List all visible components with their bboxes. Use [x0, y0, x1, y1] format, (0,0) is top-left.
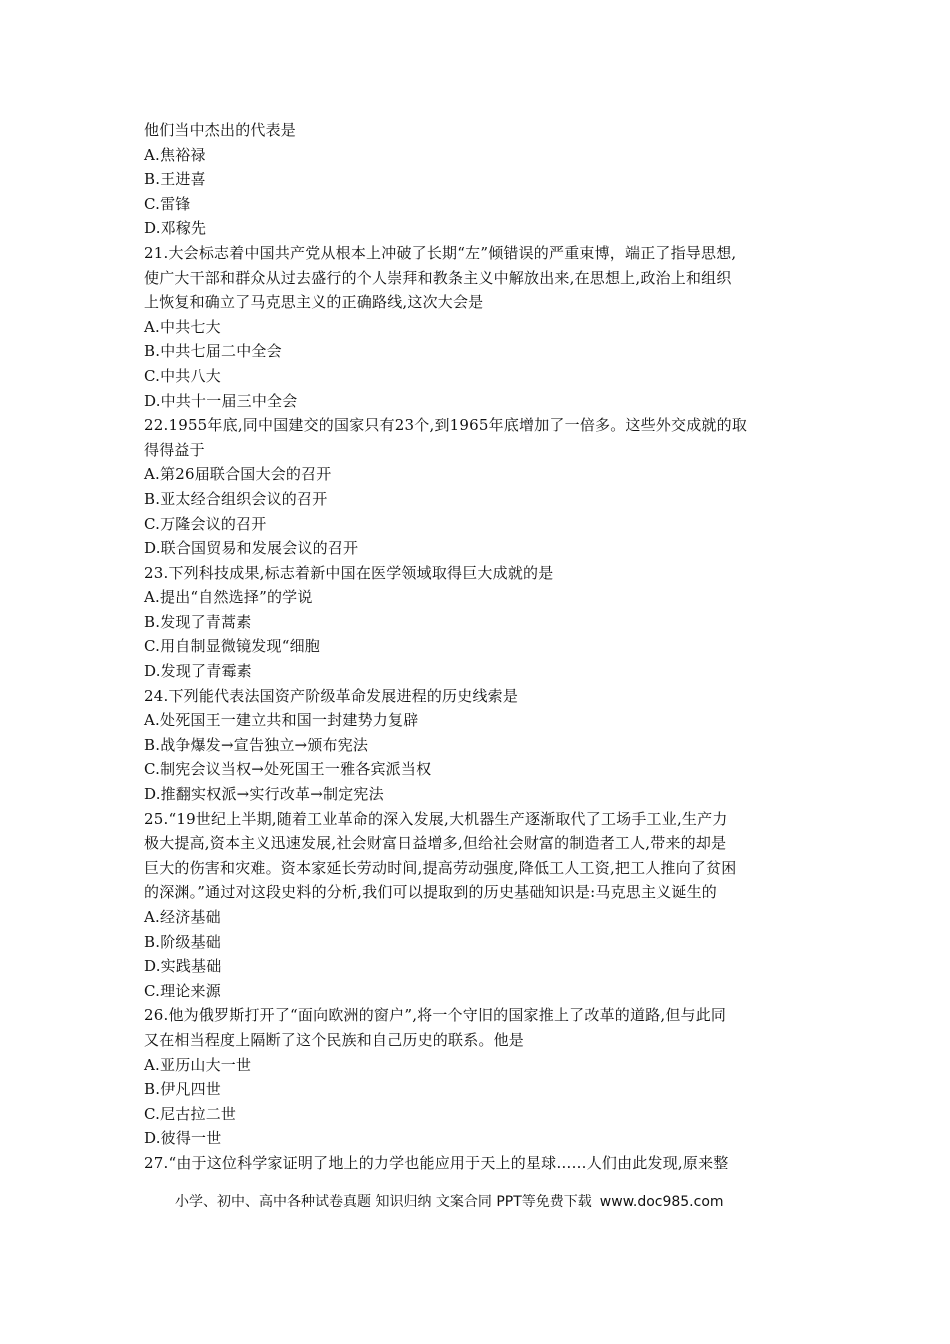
text-line: 他们当中杰出的代表是	[144, 121, 297, 139]
answer-option: D.联合国贸易和发展会议的召开	[144, 539, 359, 558]
text-line: 使广大干部和群众从过去盛行的个人崇拜和教条主义中解放出来,在思想上,政治上和组织	[144, 268, 732, 287]
answer-option: D.推翻实权派→实行改革→制定宪法	[144, 785, 384, 804]
answer-option: D.彼得一世	[144, 1129, 222, 1148]
text-line: 又在相当程度上隔断了这个民族和自己历史的联系。他是	[144, 1030, 525, 1049]
question-26: 26.他为俄罗斯打开了“面向欧洲的窗户”,将一个守旧的国家推上了改革的道路,但与此同	[144, 1006, 727, 1025]
footer-url: www.doc985.com	[599, 1194, 724, 1210]
answer-option: A.第26届联合国大会的召开	[144, 465, 332, 484]
answer-option: C.用自制显微镜发现“细胞	[144, 637, 320, 656]
answer-option: C.尼古拉二世	[144, 1104, 237, 1123]
text-line: 得得益于	[144, 440, 205, 459]
answer-option: C.雷锋	[144, 194, 191, 213]
footer-text: 小学、初中、高中各种试卷真题 知识归纳 文案合同 PPT等免费下载	[175, 1194, 592, 1210]
text-line: 极大提高,资本主义迅速发展,社会财富日益增多,但给社会财富的制造者工人,带来的却是	[144, 834, 727, 853]
answer-option: A.提出“自然选择”的学说	[144, 588, 313, 607]
answer-option: B.发现了青蒿素	[144, 612, 252, 631]
answer-option: B.战争爆发→宣告独立→颁布宪法	[144, 735, 369, 754]
answer-option: B.亚太经合组织会议的召开	[144, 489, 328, 508]
question-27: 27.“由于这位科学家证明了地上的力学也能应用于天上的星球……人们由此发现,原来整	[144, 1153, 729, 1172]
answer-option: B.伊凡四世	[144, 1080, 221, 1099]
answer-option: A.焦裕禄	[144, 145, 206, 164]
answer-option: C.理论来源	[144, 981, 221, 1000]
answer-option: D.发现了青霉素	[144, 662, 252, 681]
answer-option: D.邓稼先	[144, 219, 207, 238]
answer-option: C.万隆会议的召开	[144, 514, 267, 533]
answer-option: A.中共七大	[144, 317, 221, 336]
document-body	[144, 118, 814, 1176]
question-22: 22.1955年底,同中国建交的国家只有23个,到1965年底增加了一倍多。这些外交成就的取	[144, 416, 748, 435]
text-line: 上恢复和确立了马克思主义的正确路线,这次大会是	[144, 293, 484, 312]
answer-option: C.制宪会议当权→处死国王一雅各宾派当权	[144, 760, 432, 779]
answer-option: A.亚历山大一世	[144, 1055, 252, 1074]
answer-option: A.经济基础	[144, 908, 221, 926]
answer-option: B.中共七届二中全会	[144, 342, 282, 361]
question-25: 25.“19世纪上半期,随着工业革命的深入发展,大机器生产逐渐取代了工场手工业,生产力	[144, 809, 728, 828]
answer-option: D.实践基础	[144, 957, 222, 976]
page-footer	[175, 1192, 875, 1212]
text-line: 巨大的伤害和灾难。资本家延长劳动时间,提高劳动强度,降低工人工资,把工人推向了贫困	[144, 858, 737, 877]
question-23: 23.下列科技成果,标志着新中国在医学领域取得巨大成就的是	[144, 563, 554, 582]
question-24: 24.下列能代表法国资产阶级革命发展进程的历史线索是	[144, 686, 519, 705]
question-21: 21.大会标志着中国共产党从根本上冲破了长期“左”倾错误的严重束博，端正了指导思想,	[144, 243, 737, 262]
text-line: 的深渊。”通过对这段史料的分析,我们可以提取到的历史基础知识是:马克思主义诞生的	[144, 883, 717, 902]
answer-option: B.王进喜	[144, 170, 206, 189]
answer-option: D.中共十一届三中全会	[144, 391, 298, 410]
answer-option: A.处死国王一建立共和国一封建势力复辟	[144, 711, 419, 730]
answer-option: C.中共八大	[144, 366, 221, 385]
answer-option: B.阶级基础	[144, 932, 221, 951]
